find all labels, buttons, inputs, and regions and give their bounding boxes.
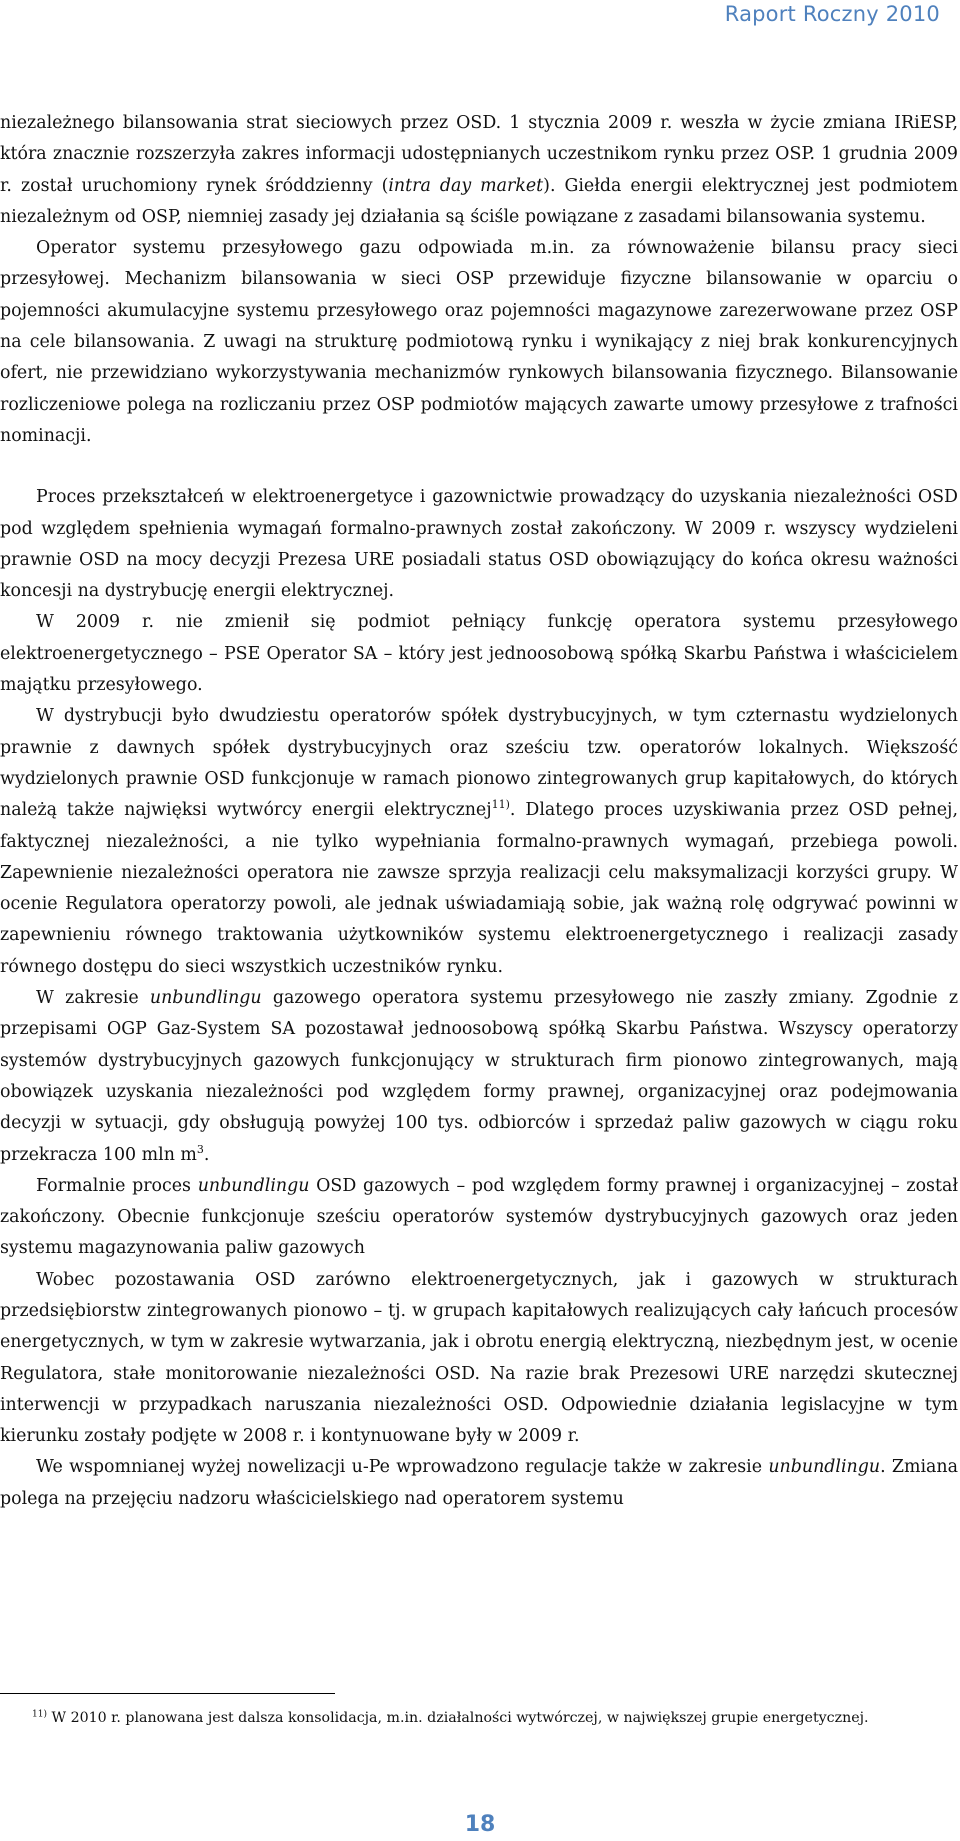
text-run: W dystrybucji było dwudziestu operatorów spółek dystrybucyjnych, w tym czternastu wydzielonych prawnie z dawnych spółek dystrybucyjnych oraz sześciu tzw. operatorów lokalnych. Większość wydzielonych prawnie OSD funkcjonuje w ramach pionowo zintegrowanych grup kapitałowych, do których należą także najwięksi wytwórcy energii elektrycznej (0, 706, 958, 821)
text-run: . Dlatego proces uzyskiwania przez OSD pełnej, faktycznej niezależności, a nie tylko wypełniania formalno-prawnych wymagań, przebiega powoli. Zapewnienie niezależności operatora nie zawsze sprzyja realizacji celu maksymalizacji korzyści grupy. W ocenie Regulatora operatorzy powoli, ale jednak uświadamiają sobie, jak ważną rolę odgrywać powinni w zapewnieniu równego traktowania użytkowników systemu elektroenergetycznego i realizacji zasady równego dostępu do sieci wszystkich uczestników rynku. (0, 800, 958, 977)
paragraph: Operator systemu przesyłowego gazu odpowiada m.in. za równoważenie bilansu pracy sieci przesyłowej. Mechanizm bilansowania w sieci OSP przewiduje fizyczne bilansowanie w oparciu o pojemności akumulacyjne systemu przesyłowego oraz pojemności magazynowe zarezerwowane przez OSP na cele bilansowania. Z uwagi na strukturę podmiotową rynku i wynikający z niej brak konkurencyjnych ofert, nie przewidziano wykorzystywania mechanizmów rynkowych bilansowania fizycznego. Bilansowanie rozliczeniowe polega na rozliczaniu przez OSP podmiotów mających zawarte umowy przesyłowe z trafności nominacji. (0, 238, 958, 446)
footnote (32, 1710, 869, 1726)
italic-term: unbundlingu (149, 988, 262, 1009)
italic-term: unbundlingu (768, 1457, 881, 1478)
text-run: W zakresie (36, 988, 150, 1009)
footnote-marker: 11) (32, 1709, 47, 1720)
paragraph (0, 108, 958, 233)
paragraph (0, 1171, 958, 1265)
paragraph: Proces przekształceń w elektroenergetyce i gazownictwie prowadzący do uzyskania niezależności OSD pod względem spełnienia wymagań formalno-prawnych został zakończony. W 2009 r. wszyscy wydzieleni prawnie OSD na mocy decyzji Prezesa URE posiadali status OSD obowiązujący do końca okresu ważności koncesji na dystrybucję energii elektrycznej. (0, 487, 958, 602)
text-run: We wspomnianej wyżej nowelizacji u-Pe wprowadzono regulacje także w zakresie (36, 1457, 769, 1478)
paragraph: W 2009 r. nie zmienił się podmiot pełniący funkcję operatora systemu przesyłowego elektroenergetycznego – PSE Operator SA – który jest jednoosobową spółką Skarbu Państwa i właścicielem majątku przesyłowego. (0, 612, 958, 696)
text-run: ). Giełda energii elektrycznej jest podmiotem niezależnym od OSP, niemniej zasady jej działania są ściśle powiązane z zasadami bilansowania systemu. (0, 175, 958, 227)
footnote-separator (0, 1693, 335, 1694)
text-run: Formalnie proces (36, 1175, 198, 1196)
superscript: 3 (196, 1142, 204, 1156)
paragraph-gap (0, 452, 958, 482)
italic-term: intra day market (388, 175, 544, 196)
italic-term: unbundlingu (197, 1175, 310, 1196)
body-text (0, 108, 958, 1515)
paragraph: Wobec pozostawania OSD zarówno elektroenergetycznych, jak i gazowych w strukturach przedsiębiorstw zintegrowanych pionowo – tj. w grupach kapitałowych realizujących cały łańcuch procesów energetycznych, w tym w zakresie wytwarzania, jak i obrotu energią elektryczną, niezbędnym jest, w ocenie Regulatora, stałe monitorowanie niezależności OSD. Na razie brak Prezesowi URE narzędzi skutecznej interwencji w przypadkach naruszania niezależności OSD. Odpowiednie działania legislacyjne w tym kierunku zostały podjęte w 2008 r. i kontynuowane były w 2009 r. (0, 1269, 958, 1447)
text-run: . Zmiana polega na przejęciu nadzoru właścicielskiego nad operatorem systemu (0, 1457, 958, 1509)
page-number: 18 (464, 1812, 496, 1837)
text-run: gazowego operatora systemu przesyłowego nie zaszły zmiany. Zgodnie z przepisami OGP Gaz-System SA pozostawał jednoosobową spółką Skarbu Państwa. Wszyscy operatorzy systemów dystrybucyjnych gazowych funkcjonujący w strukturach firm pionowo zintegrowanych, mają obowiązek uzyskania niezależności pod względem formy prawnej, organizacyjnej oraz podejmowania decyzji w sytuacji, gdy obsługują powyżej 100 tys. odbiorców i sprzedaż paliw gazowych w ciągu roku przekracza 100 mln m (0, 988, 958, 1165)
text-run: niezależnego bilansowania strat sieciowych przez OSD. 1 stycznia 2009 r. weszła w życie zmiana IRiESP, która znacznie rozszerzyła zakres informacji udostępnianych uczestnikom rynku przez OSP. 1 grudnia 2009 r. został uruchomiony rynek śróddzienny ( (0, 113, 958, 196)
paragraph (0, 1452, 958, 1515)
paragraph (0, 701, 958, 983)
text-run: . (203, 1144, 210, 1165)
paragraph (0, 983, 958, 1171)
footnote-text: W 2010 r. planowana jest dalsza konsolidacja, m.in. działalności wytwórczej, w największej grupie energetycznej. (46, 1710, 869, 1726)
running-header: Raport Roczny 2010 (724, 2, 940, 26)
footnote-reference: 11) (491, 798, 510, 812)
text-run: OSD gazowych – pod względem formy prawnej i organizacyjnej – został zakończony. Obecnie funkcjonuje sześciu operatorów systemów dystrybucyjnych gazowych oraz jeden systemu magazynowania paliw gazowych (0, 1175, 958, 1259)
